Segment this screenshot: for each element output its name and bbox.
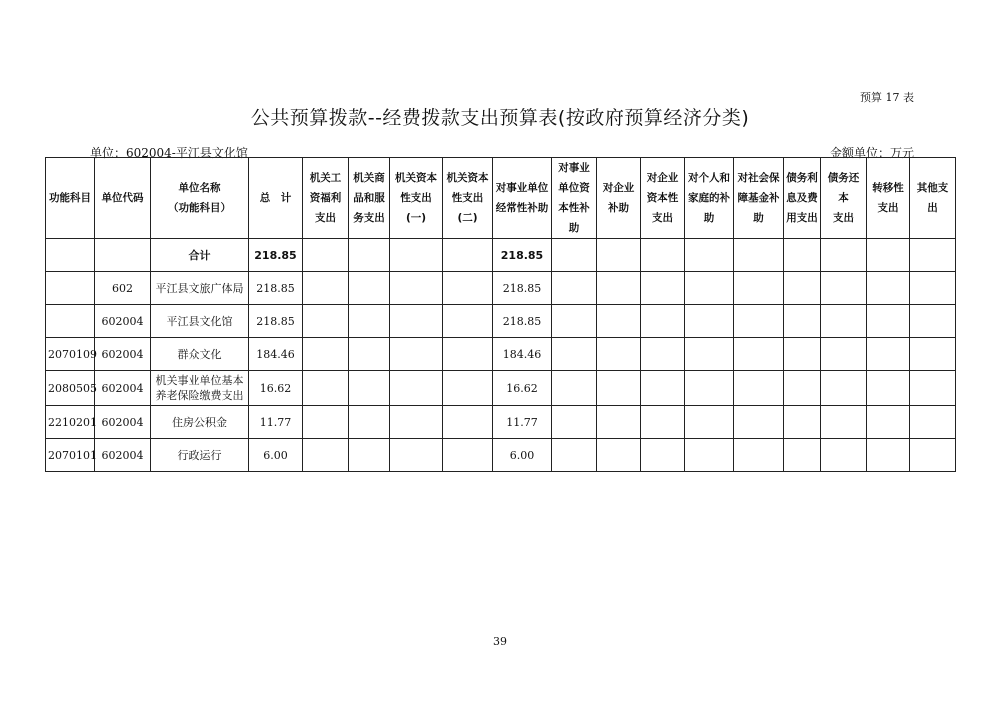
table-cell [390,305,443,338]
table-cell: 602 [95,272,151,305]
table-cell [734,439,784,472]
column-header: 单位名称 （功能科目） [151,158,249,239]
table-cell [641,371,685,406]
table-cell [552,305,597,338]
table-cell: 2070109 [46,338,95,371]
table-cell [734,305,784,338]
table-cell [552,371,597,406]
table-cell [784,305,821,338]
column-header: 对社会保 障基金补 助 [734,158,784,239]
table-cell [443,239,493,272]
table-cell [641,305,685,338]
table-cell [784,272,821,305]
table-cell: 机关事业单位基本 养老保险缴费支出 [151,371,249,406]
table-cell [910,338,956,371]
table-cell [734,371,784,406]
table-cell [443,272,493,305]
table-cell [867,371,910,406]
table-cell [910,371,956,406]
column-header: 单位代码 [95,158,151,239]
table-cell [390,406,443,439]
table-cell: 218.85 [493,239,552,272]
table-cell [867,439,910,472]
table-cell [867,338,910,371]
table-cell: 11.77 [249,406,303,439]
table-cell [867,239,910,272]
table-cell [390,371,443,406]
table-cell [390,338,443,371]
table-cell [552,239,597,272]
table-cell [597,338,641,371]
amount-unit-label: 金额单位：万元 [829,146,914,160]
column-header: 对企业 资本性 支出 [641,158,685,239]
column-header: 转移性 支出 [867,158,910,239]
table-cell [821,338,867,371]
table-cell: 2210201 [46,406,95,439]
table-cell: 6.00 [249,439,303,472]
column-header: 总 计 [249,158,303,239]
table-cell [349,406,390,439]
table-cell [597,305,641,338]
table-cell [784,371,821,406]
table-cell [685,239,734,272]
table-cell [597,371,641,406]
table-cell [443,439,493,472]
table-cell: 602004 [95,439,151,472]
table-cell [734,272,784,305]
table-cell [349,439,390,472]
table-cell: 602004 [95,305,151,338]
table-row [46,371,956,406]
table-cell [597,439,641,472]
table-cell: 184.46 [493,338,552,371]
column-header: 对事业 单位资 本性补 助 [552,158,597,239]
page-title: 公共预算拨款--经费拨款支出预算表(按政府预算经济分类) [250,107,750,129]
table-cell [685,338,734,371]
table-cell [821,239,867,272]
table-header-row [46,158,956,239]
column-header: 机关工 资福利 支出 [303,158,349,239]
column-header: 其他支 出 [910,158,956,239]
table-cell [552,338,597,371]
table-cell [910,305,956,338]
column-header: 对个人和 家庭的补 助 [685,158,734,239]
table-row [46,305,956,338]
table-row [46,406,956,439]
table-cell: 218.85 [493,272,552,305]
table-cell [641,338,685,371]
table-cell [349,305,390,338]
table-cell: 11.77 [493,406,552,439]
table-cell: 住房公积金 [151,406,249,439]
column-header: 对事业单位 经常性补助 [493,158,552,239]
column-header: 债务利 息及费 用支出 [784,158,821,239]
table-cell [303,338,349,371]
table-row [46,439,956,472]
table-cell [685,272,734,305]
table-cell [597,406,641,439]
table-cell [390,439,443,472]
column-header: 机关资本 性支出 (二) [443,158,493,239]
table-cell [641,272,685,305]
table-cell [910,272,956,305]
table-cell [784,406,821,439]
table-cell [685,439,734,472]
table-cell [390,239,443,272]
table-cell [641,406,685,439]
table-cell: 16.62 [493,371,552,406]
table-cell: 2070101 [46,439,95,472]
table-cell: 6.00 [493,439,552,472]
table-cell [552,406,597,439]
table-cell [303,272,349,305]
table-cell: 218.85 [249,272,303,305]
table-cell [303,371,349,406]
table-cell [349,239,390,272]
column-header: 机关资本 性支出 (一) [390,158,443,239]
table-cell [641,439,685,472]
table-cell [910,439,956,472]
budget-table [45,157,956,472]
table-cell [597,239,641,272]
table-cell: 602004 [95,338,151,371]
table-row [46,338,956,371]
table-cell: 平江县文旅广体局 [151,272,249,305]
column-header: 对企业 补助 [597,158,641,239]
table-cell [821,305,867,338]
table-cell [867,305,910,338]
table-cell [734,406,784,439]
column-header: 机关商 品和服 务支出 [349,158,390,239]
table-cell [349,272,390,305]
table-cell [784,239,821,272]
table-cell [46,239,95,272]
table-cell: 218.85 [249,239,303,272]
table-cell [784,439,821,472]
table-cell [303,305,349,338]
table-cell [303,439,349,472]
table-cell [641,239,685,272]
table-cell [46,272,95,305]
table-cell: 合计 [151,239,249,272]
total-row [46,239,956,272]
table-cell [867,406,910,439]
table-cell [390,272,443,305]
table-row [46,272,956,305]
table-cell [303,239,349,272]
page-number: 39 [493,635,507,648]
table-cell: 602004 [95,371,151,406]
column-header: 功能科目 [46,158,95,239]
table-cell [821,371,867,406]
table-cell [685,406,734,439]
table-cell [910,406,956,439]
table-cell [734,338,784,371]
table-cell: 群众文化 [151,338,249,371]
table-cell [597,272,641,305]
table-cell [46,305,95,338]
table-cell [443,338,493,371]
table-cell: 602004 [95,406,151,439]
table-cell [303,406,349,439]
table-cell [821,272,867,305]
table-cell [349,338,390,371]
table-cell [95,239,151,272]
table-cell: 218.85 [249,305,303,338]
table-cell: 184.46 [249,338,303,371]
table-number: 预算 17 表 [860,91,914,104]
table-cell [349,371,390,406]
table-cell [784,338,821,371]
table-cell [821,406,867,439]
table-cell: 2080505 [46,371,95,406]
table-cell [443,406,493,439]
column-header: 债务还本 支出 [821,158,867,239]
table-cell [685,305,734,338]
table-cell [910,239,956,272]
table-cell [552,272,597,305]
table-cell: 16.62 [249,371,303,406]
table-cell: 行政运行 [151,439,249,472]
table-cell [685,371,734,406]
unit-label: 单位：602004-平江县文化馆 [90,146,248,160]
table-cell [734,239,784,272]
table-cell: 218.85 [493,305,552,338]
table-cell [443,305,493,338]
table-cell: 平江县文化馆 [151,305,249,338]
table-cell [552,439,597,472]
table-cell [443,371,493,406]
table-cell [867,272,910,305]
table-cell [821,439,867,472]
